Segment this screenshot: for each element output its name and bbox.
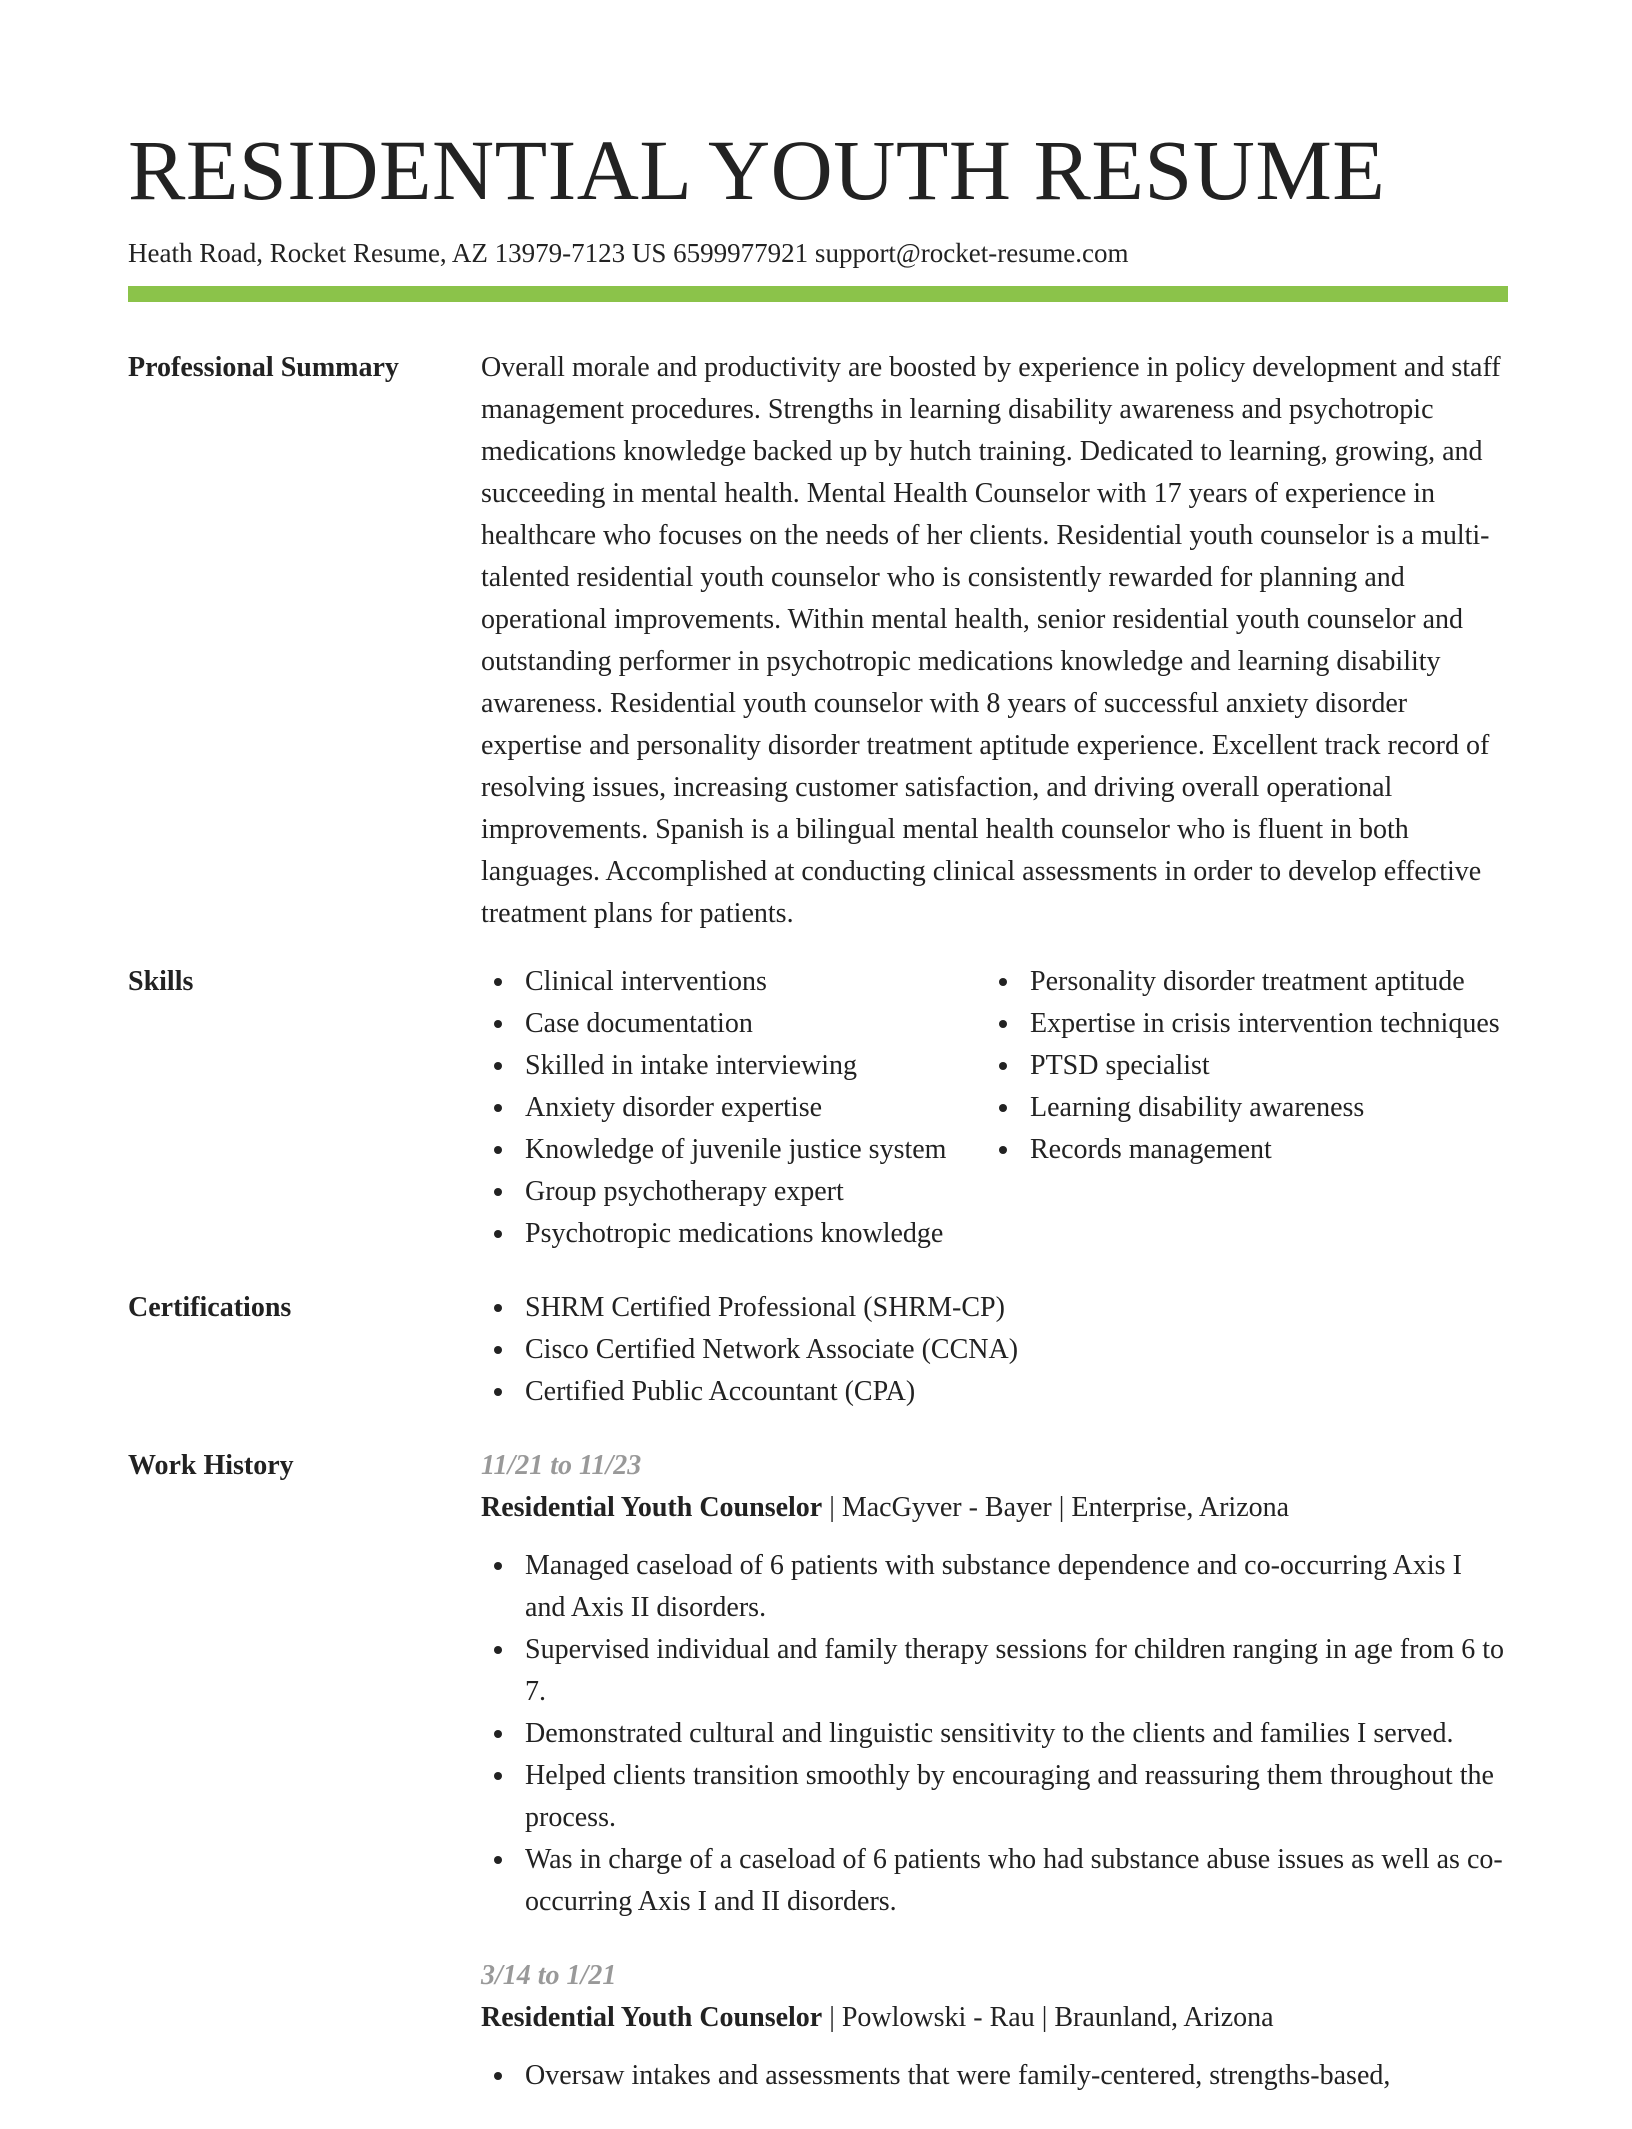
- resume-header: [128, 118, 1508, 270]
- skills-list-right: [986, 961, 1506, 1255]
- work-history-label: Work History: [128, 1450, 294, 1481]
- job-bullet: Managed caseload of 6 patients with substance dependence and co-occurring Axis I and Axis II disorders.: [481, 1545, 1508, 1629]
- accent-divider: [128, 286, 1508, 302]
- job-heading: [481, 1487, 1508, 1529]
- skill-item: Learning disability awareness: [986, 1087, 1506, 1129]
- job-bullet: Oversaw intakes and assessments that were family-centered, strengths-based,: [481, 2055, 1508, 2097]
- certifications-body: [481, 1287, 1508, 1413]
- resume-title: RESIDENTIAL YOUTH RESUME: [128, 122, 1386, 218]
- summary-body: [481, 347, 1508, 935]
- job-bullet: Demonstrated cultural and linguistic sensitivity to the clients and families I served.: [481, 1713, 1508, 1755]
- contact-line: Heath Road, Rocket Resume, AZ 13979-7123 US 6599977921 support@rocket-resume.com: [128, 238, 1129, 268]
- job-dates: 11/21 to 11/23: [481, 1450, 642, 1481]
- skill-item: Knowledge of juvenile justice system: [481, 1129, 986, 1171]
- job-entry: [481, 1955, 1508, 2097]
- certification-item: SHRM Certified Professional (SHRM-CP): [481, 1287, 1508, 1329]
- job-employer-location: | MacGyver - Bayer | Enterprise, Arizona: [822, 1492, 1290, 1523]
- job-employer-location: | Powlowski - Rau | Braunland, Arizona: [822, 2002, 1274, 2033]
- skill-item: Records management: [986, 1129, 1506, 1171]
- skill-item: Expertise in crisis intervention techniques: [986, 1003, 1506, 1045]
- job-bullets: [481, 1545, 1508, 1923]
- skill-item: PTSD specialist: [986, 1045, 1506, 1087]
- skills-list-left: [481, 961, 986, 1255]
- skill-item: Personality disorder treatment aptitude: [986, 961, 1506, 1003]
- work-history-body: [481, 1445, 1508, 2129]
- summary-text: Overall morale and productivity are boosted by experience in policy development and staff management procedures. Strengths in learning disability awareness and psychotropic medications knowledge backed up by hutch training. Dedicated to learning, growing, and succeeding in mental health. Mental Health Counselor with 17 years of experience in healthcare who focuses on the needs of her clients. Residential youth counselor is a multi-talented residential youth counselor who is consistently rewarded for planning and operational improvements. Within mental health, senior residential youth counselor and outstanding performer in psychotropic medications knowledge and learning disability awareness. Residential youth counselor with 8 years of successful anxiety disorder expertise and personality disorder treatment aptitude experience. Excellent track record of resolving issues, increasing customer satisfaction, and driving overall operational improvements. Spanish is a bilingual mental health counselor who is fluent in both languages. Accomplished at conducting clinical assessments in order to develop effective treatment plans for patients.: [481, 352, 1501, 929]
- skill-item: Group psychotherapy expert: [481, 1171, 986, 1213]
- certifications-list: [481, 1287, 1508, 1413]
- job-bullet: Supervised individual and family therapy sessions for children ranging in age from 6 to 7.: [481, 1629, 1508, 1713]
- skill-item: Skilled in intake interviewing: [481, 1045, 986, 1087]
- job-title: Residential Youth Counselor: [481, 2002, 823, 2033]
- summary-label: Professional Summary: [128, 352, 399, 383]
- certifications-label: Certifications: [128, 1292, 292, 1323]
- skills-body: [481, 961, 1508, 1255]
- skill-item: Case documentation: [481, 1003, 986, 1045]
- skill-item: Psychotropic medications knowledge: [481, 1213, 986, 1255]
- job-heading: [481, 1997, 1508, 2039]
- job-entry: [481, 1445, 1508, 1923]
- skill-item: Anxiety disorder expertise: [481, 1087, 986, 1129]
- job-bullets: [481, 2055, 1508, 2097]
- job-title: Residential Youth Counselor: [481, 1492, 823, 1523]
- job-bullet: Helped clients transition smoothly by encouraging and reassuring them throughout the process.: [481, 1755, 1508, 1839]
- job-bullet: Was in charge of a caseload of 6 patients who had substance abuse issues as well as co-occurring Axis I and II disorders.: [481, 1839, 1508, 1923]
- skill-item: Clinical interventions: [481, 961, 986, 1003]
- skills-label: Skills: [128, 966, 194, 997]
- job-dates: 3/14 to 1/21: [481, 1960, 617, 1991]
- certification-item: Certified Public Accountant (CPA): [481, 1371, 1508, 1413]
- certification-item: Cisco Certified Network Associate (CCNA): [481, 1329, 1508, 1371]
